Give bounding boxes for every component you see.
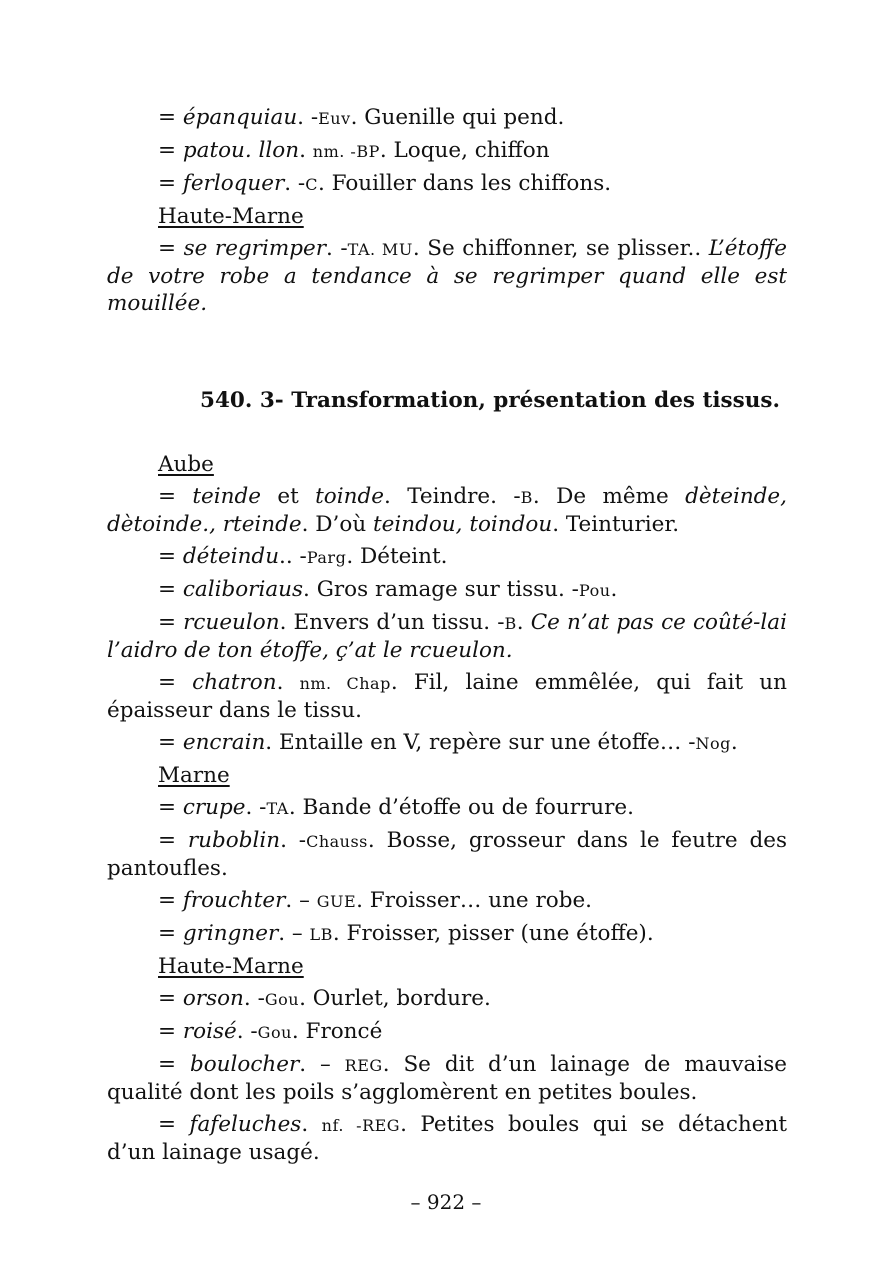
headword: gringner — [182, 921, 279, 946]
entry-gringner: = gringner. – LB. Froisser, pisser (une étoffe). — [158, 921, 654, 946]
headword: crupe — [182, 795, 246, 820]
source-abbr: TA — [266, 799, 289, 818]
headword: caliboriaus — [182, 577, 304, 602]
headword: chatron — [192, 670, 277, 695]
entry-frouchter: = frouchter. – GUE. Froisser… une robe. — [158, 888, 593, 913]
source-abbr: nf. -REG — [321, 1116, 401, 1135]
page-number: – 922 – — [410, 1190, 482, 1214]
entry-boulocher: = boulocher. – REG. Se dit d’un lainage de mauvaise qualité dont les poils s’agglomèrent en petites boules. — [107, 1052, 787, 1105]
source-abbr: B — [504, 614, 517, 633]
source-abbr: GUE — [316, 892, 357, 911]
headword: teinde — [192, 484, 261, 509]
source-abbr: REG — [344, 1056, 383, 1075]
entry-encrain: = encrain. Entaille en V, repère sur une étoffe… -Nog. — [158, 730, 738, 755]
entry-se-regrimper: = se regrimper. -TA. MU. Se chiffonner, se plisser.. L’étoffe de votre robe a tendance à se regrimper quand elle est mouillée. — [107, 236, 787, 316]
entry-crupe: = crupe. -TA. Bande d’étoffe ou de fourrure. — [158, 795, 634, 820]
entry-deteindu: = déteindu.. -Parg. Déteint. — [158, 544, 448, 569]
variant-forms: dèteinde, dètoinde., rteinde — [107, 484, 787, 537]
headword: rcueulon — [183, 610, 280, 635]
entry-rcueulon: = rcueulon. Envers d’un tissu. -B. Ce n’at pas ce coûté-lai l’aidro de ton étoffe, ç’at le rcueulon. — [107, 610, 788, 663]
entry-chatron: = chatron. nm. Chap. Fil, laine emmêlée, qui fait un épaisseur dans le tissu. — [107, 670, 787, 723]
page-body — [107, 104, 787, 1166]
example-sentence: L’étoffe de votre robe a tendance à se regrimper quand elle est mouillée. — [107, 236, 787, 316]
headword: patou. llon — [182, 138, 300, 163]
source-abbr: LB — [309, 925, 333, 944]
entry-ruboblin: = ruboblin. -Chauss. Bosse, grosseur dans le feutre des pantoufles. — [107, 828, 787, 881]
headword: ferloquer — [182, 171, 285, 196]
source-abbr: Gou — [257, 1023, 292, 1042]
headword: roisé — [182, 1019, 237, 1044]
headword: fafeluches — [189, 1112, 302, 1137]
source-abbr: Pou — [578, 581, 611, 600]
source-abbr: Gou — [264, 990, 300, 1009]
entry-epanquiau: = épanquiau. -Euv. Guenille qui pend. — [158, 105, 565, 130]
headword: toinde — [315, 484, 384, 509]
source-abbr: Chauss — [306, 832, 368, 851]
headword: se regrimper — [183, 236, 326, 261]
entry-ferloquer: = ferloquer. -C. Fouiller dans les chiffons. — [158, 171, 612, 196]
source-abbr: Nog — [695, 734, 731, 753]
source-abbr: Parg — [306, 548, 347, 567]
entry-fafeluches: = fafeluches. nf. -REG. Petites boules qui se détachent d’un lainage usagé. — [107, 1112, 787, 1165]
entry-patou: = patou. llon. nm. -BP. Loque, chiffon — [158, 138, 550, 163]
headword: boulocher — [189, 1052, 300, 1077]
region-heading-haute-marne: Haute-Marne — [158, 204, 304, 229]
headword: déteindu — [182, 544, 280, 569]
source-abbr: TA. MU — [347, 240, 413, 259]
entry-teinde: = teinde et toinde. Teindre. -B. De même dèteinde, dètoinde., rteinde. D’où teindou, toindou. Teinturier. — [107, 484, 787, 537]
entry-caliboriaus: = caliboriaus. Gros ramage sur tissu. -Pou. — [158, 577, 618, 602]
headword: encrain — [182, 730, 266, 755]
source-abbr: nm. -BP — [312, 142, 380, 161]
source-abbr: nm. Chap — [299, 674, 391, 693]
source-abbr: B — [520, 488, 533, 507]
entry-orson: = orson. -Gou. Ourlet, bordure. — [158, 986, 491, 1011]
source-abbr: Euv — [318, 109, 351, 128]
headword: frouchter — [182, 888, 286, 913]
region-heading-haute-marne: Haute-Marne — [158, 954, 304, 979]
headword: épanquiau — [182, 105, 298, 130]
entry-roise: = roisé. -Gou. Froncé — [158, 1019, 383, 1044]
example-sentence: Ce n’at pas ce coûté-lai l’aidro de ton étoffe, ç’at le rcueulon. — [107, 610, 788, 663]
headword: ruboblin — [187, 828, 281, 853]
headword: orson — [182, 986, 244, 1011]
source-abbr: C — [305, 175, 318, 194]
derived-forms: teindou, toindou — [373, 512, 553, 537]
region-heading-aube: Aube — [158, 452, 214, 477]
region-heading-marne: Marne — [158, 763, 230, 788]
section-heading: 540. 3- Transformation, présentation des tissus. — [200, 388, 780, 413]
